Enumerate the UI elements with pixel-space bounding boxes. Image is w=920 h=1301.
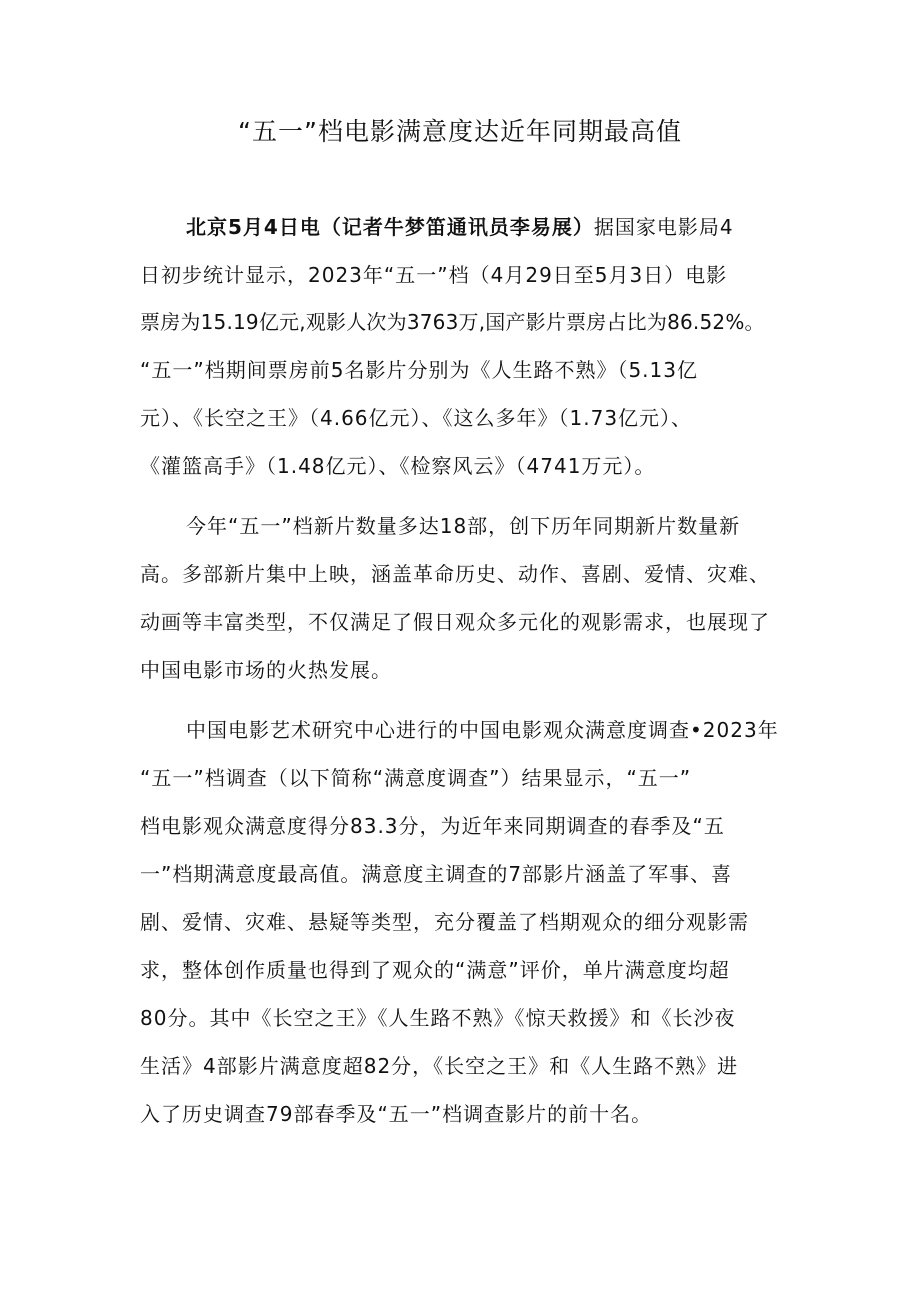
dateline: 北京5月4日电（记者牛梦笛通讯员李易展） — [186, 215, 594, 239]
paragraph-1-line-1-text: 据国家电影局4 — [593, 215, 734, 239]
paragraph-1-line-5: 元）、《长空之王》（4.66亿元）、《这么多年》（1.73亿元）、 — [140, 406, 693, 430]
paragraph-3-line-5: 剧、爱情、灾难、悬疑等类型，充分覆盖了档期观众的细分观影需 — [140, 910, 749, 934]
article-title: “五一”档电影满意度达近年同期最高值 — [238, 117, 682, 146]
paragraph-3-line-1: 中国电影艺术研究中心进行的中国电影观众满意度调查•2023年 — [186, 718, 779, 742]
paragraph-3-line-3: 档电影观众满意度得分83.3分，为近年来同期调查的春季及“五 — [140, 814, 725, 838]
paragraph-2-line-3: 动画等丰富类型，不仅满足了假日观众多元化的观影需求，也展现了 — [140, 610, 770, 634]
paragraph-1-line-1 — [186, 212, 734, 242]
paragraph-1-line-2: 日初步统计显示，2023年“五一”档（4月29日至5月3日）电影 — [140, 263, 728, 287]
paragraph-1-line-6: 《灌篮高手》（1.48亿元）、《检察风云》（4741万元）。 — [140, 454, 656, 478]
paragraph-2-line-4: 中国电影市场的火热发展。 — [140, 658, 392, 682]
paragraph-3-line-6: 求，整体创作质量也得到了观众的“满意”评价，单片满意度均超 — [140, 958, 730, 982]
paragraph-3-line-7: 80分。其中《长空之王》《人生路不熟》《惊天救援》和《长沙夜 — [140, 1006, 736, 1030]
paragraph-3-line-2: “五一”档调查（以下简称“满意度调查”）结果显示，“五一” — [140, 766, 692, 790]
paragraph-2-line-1: 今年“五一”档新片数量多达18部，创下历年同期新片数量新 — [186, 514, 741, 538]
paragraph-3-line-9: 入了历史调查79部春季及“五一”档调查影片的前十名。 — [140, 1102, 653, 1126]
paragraph-3-line-8: 生活》4部影片满意度超82分，《长空之王》和《人生路不熟》进 — [140, 1054, 739, 1078]
paragraph-1-line-3: 票房为15.19亿元,观影人次为3763万,国产影片票房占比为86.52%。 — [140, 310, 765, 334]
paragraph-1-line-4: “五一”档期间票房前5名影片分别为《人生路不熟》（5.13亿 — [140, 358, 698, 382]
paragraph-3-line-4: 一”档期满意度最高值。满意度主调查的7部影片涵盖了军事、喜 — [140, 862, 733, 886]
paragraph-2-line-2: 高。多部新片集中上映，涵盖革命历史、动作、喜剧、爱情、灾难、 — [140, 562, 770, 586]
